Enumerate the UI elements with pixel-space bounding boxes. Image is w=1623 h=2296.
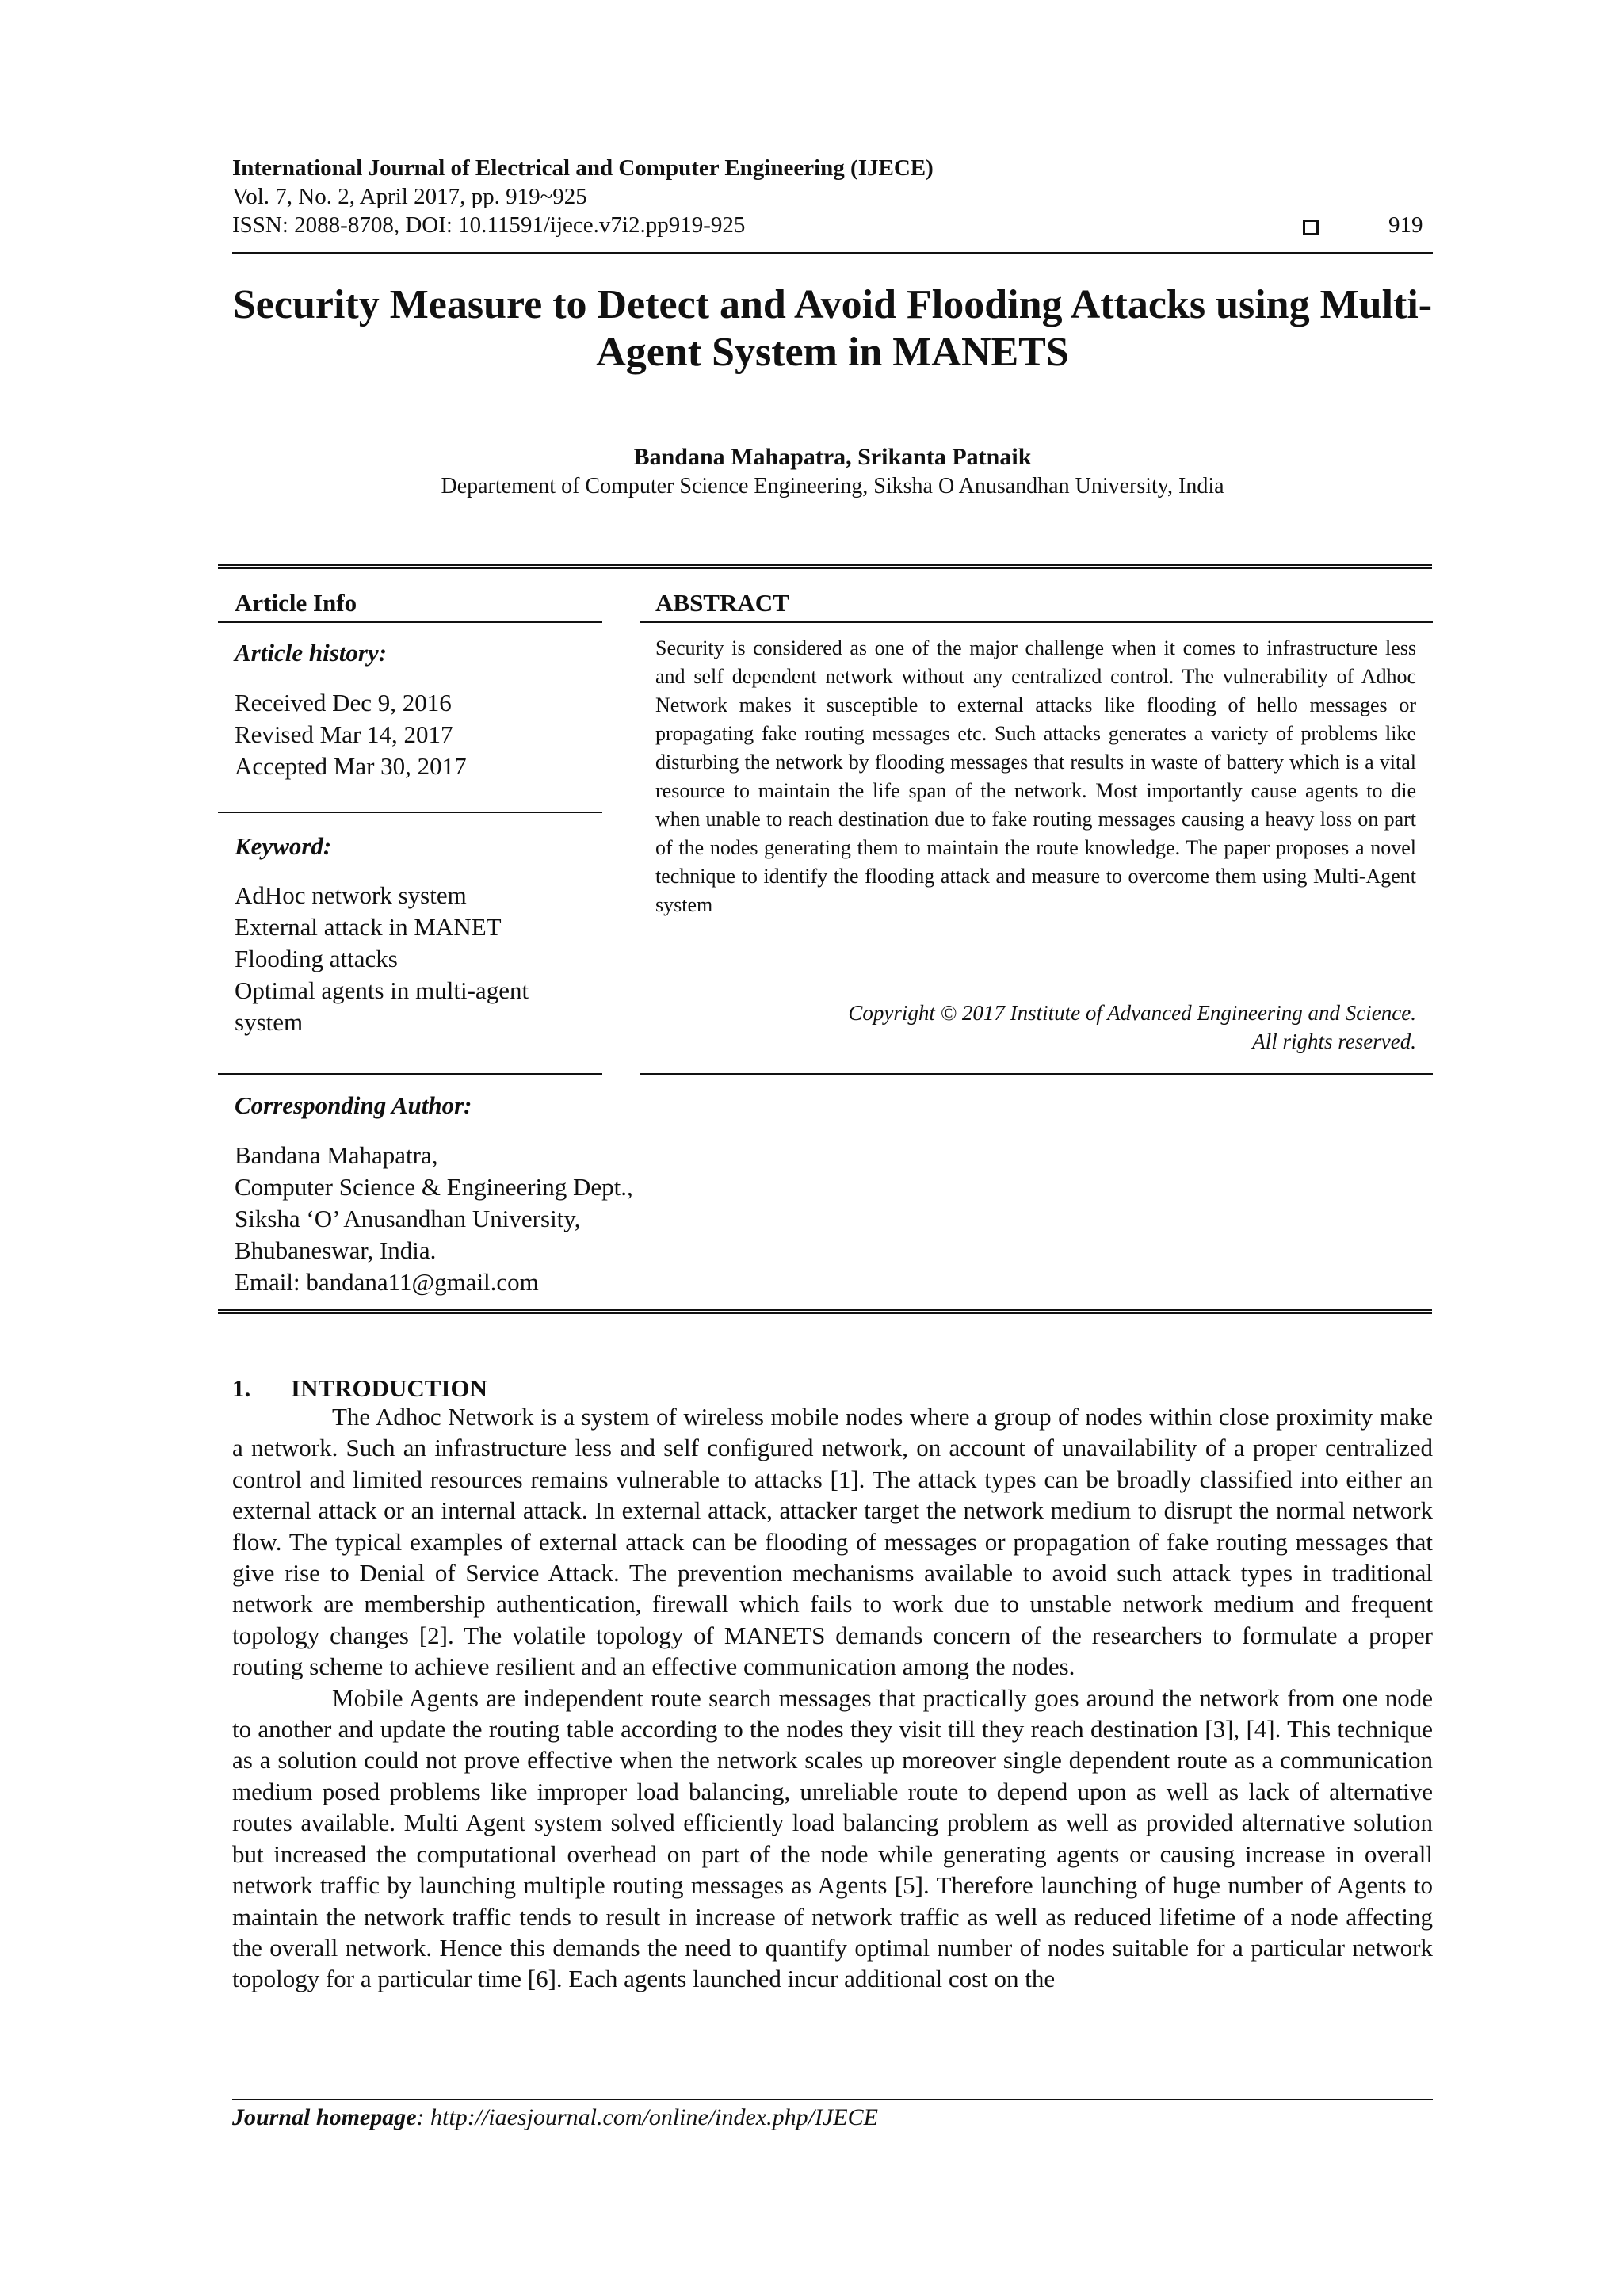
journal-homepage (232, 2104, 878, 2131)
corresponding-name: Bandana Mahapatra, (235, 1141, 438, 1169)
abstract-bottom-rule (640, 1073, 1433, 1075)
keyword-rule (218, 1073, 602, 1075)
article-info-heading: Article Info (235, 589, 357, 617)
page-number: 919 (1388, 212, 1423, 238)
journal-name: International Journal of Electrical and Computer Engineering (IJECE) (232, 155, 934, 181)
rights-line: All rights reserved. (1252, 1030, 1416, 1053)
abstract-heading: ABSTRACT (655, 589, 789, 617)
keyword-item: Flooding attacks (235, 945, 398, 972)
article-history-label: Article history: (235, 639, 388, 667)
history-rule (218, 812, 602, 813)
homepage-url: : http://iaesjournal.com/online/index.php/IJECE (416, 2104, 878, 2130)
corresponding-author (235, 1140, 633, 1298)
author-affiliation: Departement of Computer Science Engineering, Siksha O Anusandhan University, India (441, 474, 1224, 499)
info-bottom-rule (218, 1309, 1432, 1314)
keyword-item: Optimal agents in multi-agent (235, 976, 529, 1004)
history-revised: Revised Mar 14, 2017 (235, 720, 453, 748)
square-icon (1303, 220, 1319, 235)
corresponding-city: Bhubaneswar, India. (235, 1236, 437, 1264)
footer-divider (232, 2099, 1433, 2100)
corresponding-dept: Computer Science & Engineering Dept., (235, 1173, 633, 1201)
homepage-label: Journal homepage (232, 2104, 417, 2130)
copyright-line: Copyright © 2017 Institute of Advanced Engineering and Science. (848, 1001, 1416, 1025)
keyword-item: system (235, 1008, 304, 1036)
history-received: Received Dec 9, 2016 (235, 689, 452, 716)
article-history (235, 687, 467, 782)
keyword-item: AdHoc network system (235, 881, 467, 909)
paragraph: The Adhoc Network is a system of wireless mobile nodes where a group of nodes within close proximity make a network. Such an infrastructure less and self configured network, on account of unavailability of a proper centralized control and limited resources remains vulnerable to attacks [1]. The attack types can be broadly classified into either an external attack or an internal attack. In external attack, attacker target the network medium to disrupt the normal network flow. The typical examples of external attack can be flooding of messages or propagation of fake routing messages that give rise to Denial of Service Attack. The prevention mechanisms available to avoid such attack types in traditional network are membership authentication, firewall which fails to work due to unstable network medium and frequent topology changes [2]. The volatile topology of MANETS demands concern of the researchers to formulate a proper routing scheme to achieve resilient and an effective communication among the nodes. (232, 1403, 1433, 1681)
keyword-item: External attack in MANET (235, 913, 502, 941)
issn-doi: ISSN: 2088-8708, DOI: 10.11591/ijece.v7i2.pp919-925 (232, 212, 746, 238)
history-accepted: Accepted Mar 30, 2017 (235, 752, 467, 780)
abstract-text: Security is considered as one of the major challenge when it comes to infrastructure less and self dependent network without any centralized control. The vulnerability of Adhoc Network makes it susceptible to external attacks like flooding of hello messages or propagating fake routing messages etc. Such attacks generates a variety of problems like disturbing the network by flooding messages that results in waste of battery which is a vital resource to maintain the life span of the network. Most importantly cause agents to die when unable to reach destination due to fake routing messages causing a heavy loss on part of the nodes generating them to maintain the route knowledge. The paper proposes a novel technique to identify the flooding attack and measure to overcome them using Multi-Agent system (655, 636, 1416, 916)
introduction-body (232, 1401, 1433, 1995)
abstract-rule (640, 621, 1433, 623)
section-title: INTRODUCTION (291, 1374, 488, 1402)
article-info-rule (218, 621, 602, 623)
info-top-rule (218, 564, 1432, 569)
corresponding-email: Email: bandana11@gmail.com (235, 1268, 539, 1296)
paragraph: Mobile Agents are independent route search messages that practically goes around the network from one node to another and update the routing table according to the nodes they visit till they reach destination [3], [4]. This technique as a solution could not prove effective when the network scales up moreover single dependent route as a communication medium posed problems like improper load balancing, unreliable route to depend upon as well as lack of alternative routes available. Multi Agent system solved efficiently load balancing problem as well as provided alternative solution but increased the computational overhead on part of the node while generating agents or causing increase in overall network traffic by launching multiple routing messages as Agents [5]. Therefore launching of huge number of Agents to maintain the network traffic tends to result in increase of network traffic as well as reduced lifetime of a node affecting the overall network. Hence this demands the need to quantify optimal number of nodes suitable for a particular network topology for a particular time [6]. Each agents launched incur additional cost on the (232, 1683, 1433, 1993)
corresponding-university: Siksha ‘O’ Anusandhan University, (235, 1205, 581, 1232)
introduction-heading (232, 1374, 487, 1403)
keyword-list (235, 880, 529, 1038)
header-divider (232, 252, 1433, 254)
section-number: 1. (232, 1374, 251, 1402)
author-list: Bandana Mahapatra, Srikanta Patnaik (633, 444, 1032, 470)
copyright-notice (655, 999, 1416, 1056)
corresponding-author-label: Corresponding Author: (235, 1091, 472, 1119)
keyword-label: Keyword: (235, 832, 332, 860)
volume-info: Vol. 7, No. 2, April 2017, pp. 919~925 (232, 184, 587, 209)
paper-title: Security Measure to Detect and Avoid Flooding Attacks using Multi-Agent System in MANETS (232, 282, 1433, 375)
